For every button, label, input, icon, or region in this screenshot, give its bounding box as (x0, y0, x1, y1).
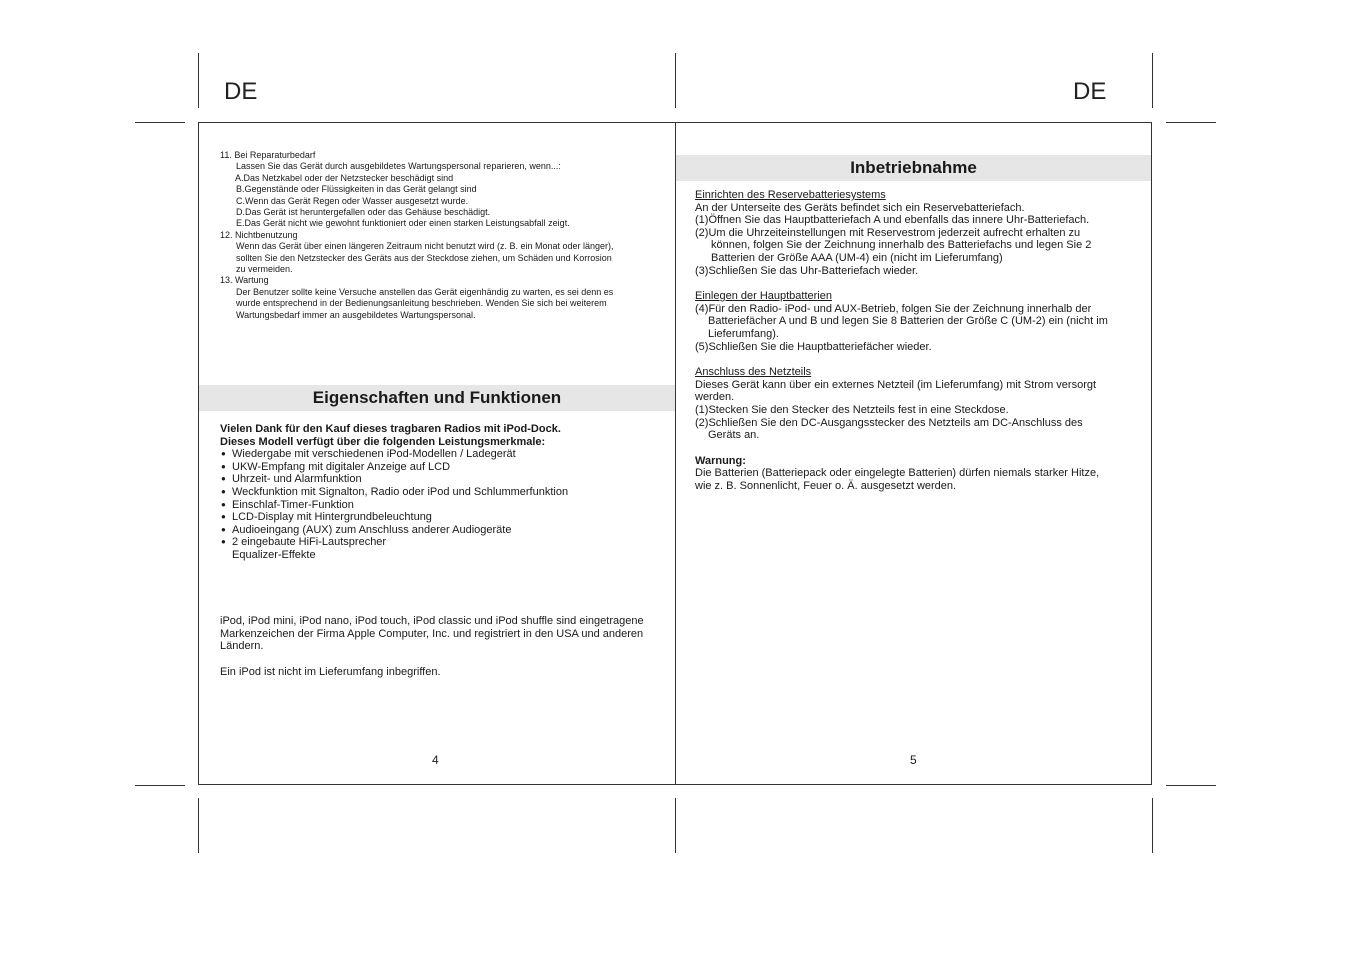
warning-title: Warnung: (695, 454, 746, 467)
backup-step-2 (695, 227, 1135, 265)
list-item: ● Einschlaf-Timer-Funktion (220, 499, 665, 512)
language-label-left: DE (224, 78, 258, 105)
item-12-line: Wenn das Gerät über einen längeren Zeitraum nicht benutzt wird (z. B. ein Monat oder länger), (236, 241, 614, 252)
item-11-list-b: B.Gegenstände oder Flüssigkeiten in das Gerät gelangt sind (236, 184, 477, 195)
setup-section (695, 189, 1135, 492)
features-heading: Eigenschaften und Funktionen (199, 385, 675, 411)
backup-step-2-line: Batterien der Größe AAA (UM-4) ein (nicht im Lieferumfang) (711, 251, 1003, 264)
main-battery-title: Einlegen der Hauptbatterien (695, 290, 832, 303)
trademark-line: Ländern. (220, 640, 264, 653)
features-section (220, 423, 665, 562)
item-11-intro: Lassen Sie das Gerät durch ausgebildetes Wartungspersonal reparieren, wenn...: (236, 161, 561, 172)
list-item: ● UKW-Empfang mit digitaler Anzeige auf LCD (220, 461, 665, 474)
page-divider (675, 122, 676, 785)
list-item: ● Uhrzeit- und Alarmfunktion (220, 473, 665, 486)
list-item: ● Wiedergabe mit verschiedenen iPod-Modellen / Ladegerät (220, 448, 665, 461)
item-13-line: Wartungsbedarf immer an ausgebildetes Wartungspersonal. (236, 309, 476, 320)
trademark-line: Markenzeichen der Firma Apple Computer, Inc. und registriert in den USA und anderen (220, 627, 644, 640)
item-12-title: 12. Nichtbenutzung (220, 229, 298, 240)
warning-line: wie z. B. Sonnenlicht, Feuer o. Ä. ausgesetzt werden. (695, 479, 957, 492)
backup-battery-title: Einrichten des Reservebatteriesystems (695, 189, 886, 201)
page-number-left: 4 (432, 753, 439, 767)
crop-mark-left-top (135, 122, 185, 123)
page-number-right: 5 (910, 753, 917, 767)
list-item: ● Weckfunktion mit Signalton, Radio oder iPod und Schlummerfunktion (220, 486, 665, 499)
list-item: Equalizer-Effekte (232, 548, 316, 561)
crop-mark-right-top (1166, 122, 1216, 123)
setup-heading: Inbetriebnahme (676, 155, 1151, 181)
power-line: werden. (695, 391, 735, 404)
list-item: ● Audioeingang (AUX) zum Anschluss anderer Audiogeräte (220, 524, 665, 537)
features-intro-line: Dieses Modell verfügt über die folgenden Leistungsmerkmale: (220, 435, 546, 448)
crop-mark-right-bottom (1166, 785, 1216, 786)
main-step-5: (5)Schließen Sie die Hauptbatteriefächer wieder. (695, 340, 932, 353)
crop-mark-top-right (1152, 53, 1153, 108)
item-12-line: zu vermeiden. (236, 264, 293, 275)
item-13-title: 13. Wartung (220, 275, 269, 286)
crop-mark-top-center (675, 53, 676, 108)
crop-mark-bottom-center (675, 798, 676, 853)
power-adapter-title: Anschluss des Netzteils (695, 366, 812, 379)
main-step-4-line: Lieferumfang). (708, 327, 779, 340)
main-step-4-line: (4)Für den Radio- iPod- und AUX-Betrieb, folgen Sie der Zeichnung innerhalb der (695, 302, 1092, 315)
list-item: ● 2 eingebaute HiFi-Lautsprecher (220, 536, 665, 549)
crop-mark-bottom-right (1152, 798, 1153, 853)
backup-step-2-line: (2)Um die Uhrzeiteinstellungen mit Reservestrom jederzeit aufrecht erhalten zu (695, 226, 1081, 239)
item-13-line: wurde entsprechend in der Bedienungsanleitung beschrieben. Wenden Sie sich bei weiterem (236, 298, 607, 309)
power-line: (1)Stecken Sie den Stecker des Netzteils fest in eine Steckdose. (695, 403, 1009, 416)
item-13-line: Der Benutzer sollte keine Versuche anstellen das Gerät eigenhändig zu warten, es sei denn es (236, 286, 614, 297)
backup-step-3: (3)Schließen Sie das Uhr-Batteriefach wieder. (695, 264, 919, 277)
item-11-list-a: A.Das Netzkabel oder der Netzstecker beschädigt sind (235, 172, 454, 183)
power-step-2 (695, 417, 1135, 442)
maintenance-section (220, 150, 660, 321)
crop-mark-top-left (198, 53, 199, 108)
list-item: ● LCD-Display mit Hintergrundbeleuchtung (220, 511, 665, 524)
language-label-right: DE (1073, 78, 1107, 105)
features-intro-line: Vielen Dank für den Kauf dieses tragbaren Radios mit iPod-Dock. (220, 423, 561, 435)
features-list (220, 448, 665, 561)
crop-mark-bottom-left (198, 798, 199, 853)
backup-line: (1)Öffnen Sie das Hauptbatteriefach A und ebenfalls das innere Uhr-Batteriefach. (695, 214, 1090, 227)
backup-line: An der Unterseite des Geräts befindet sich ein Reservebatteriefach. (695, 201, 1025, 214)
trademark-notice (220, 615, 665, 653)
item-11-list-c: C.Wenn das Gerät Regen oder Wasser ausgesetzt wurde. (236, 195, 469, 206)
warning-line: Die Batterien (Batteriepack oder eingelegte Batterien) dürfen niemals starker Hitze, (695, 467, 1100, 480)
power-step-2-line: Geräts an. (708, 429, 760, 442)
backup-step-2-line: können, folgen Sie der Zeichnung innerhalb des Batteriefachs und legen Sie 2 (711, 239, 1092, 252)
item-11-title: 11. Bei Reparaturbedarf (220, 150, 316, 160)
not-included-note: Ein iPod ist nicht im Lieferumfang inbegriffen. (220, 666, 441, 678)
item-12-line: sollten Sie den Netzstecker des Geräts aus der Steckdose ziehen, um Schäden und Korrosion (236, 252, 612, 263)
item-11-list-d: D.Das Gerät ist heruntergefallen oder das Gehäuse beschädigt. (236, 207, 491, 218)
main-step-4-line: Batteriefächer A und B und legen Sie 8 Batterien der Größe C (UM-2) ein (nicht im (708, 315, 1108, 328)
power-step-2-line: (2)Schließen Sie den DC-Ausgangsstecker des Netzteils am DC-Anschluss des (695, 416, 1083, 429)
trademark-line: iPod, iPod mini, iPod nano, iPod touch, iPod classic und iPod shuffle sind eingetragene (220, 615, 644, 627)
power-line: Dieses Gerät kann über ein externes Netzteil (im Lieferumfang) mit Strom versorgt (695, 378, 1097, 391)
crop-mark-left-bottom (135, 785, 185, 786)
main-step-4 (695, 303, 1135, 341)
item-11-list-e: E.Das Gerät nicht wie gewohnt funktioniert oder einen starken Leistungsabfall zeigt. (236, 218, 570, 229)
